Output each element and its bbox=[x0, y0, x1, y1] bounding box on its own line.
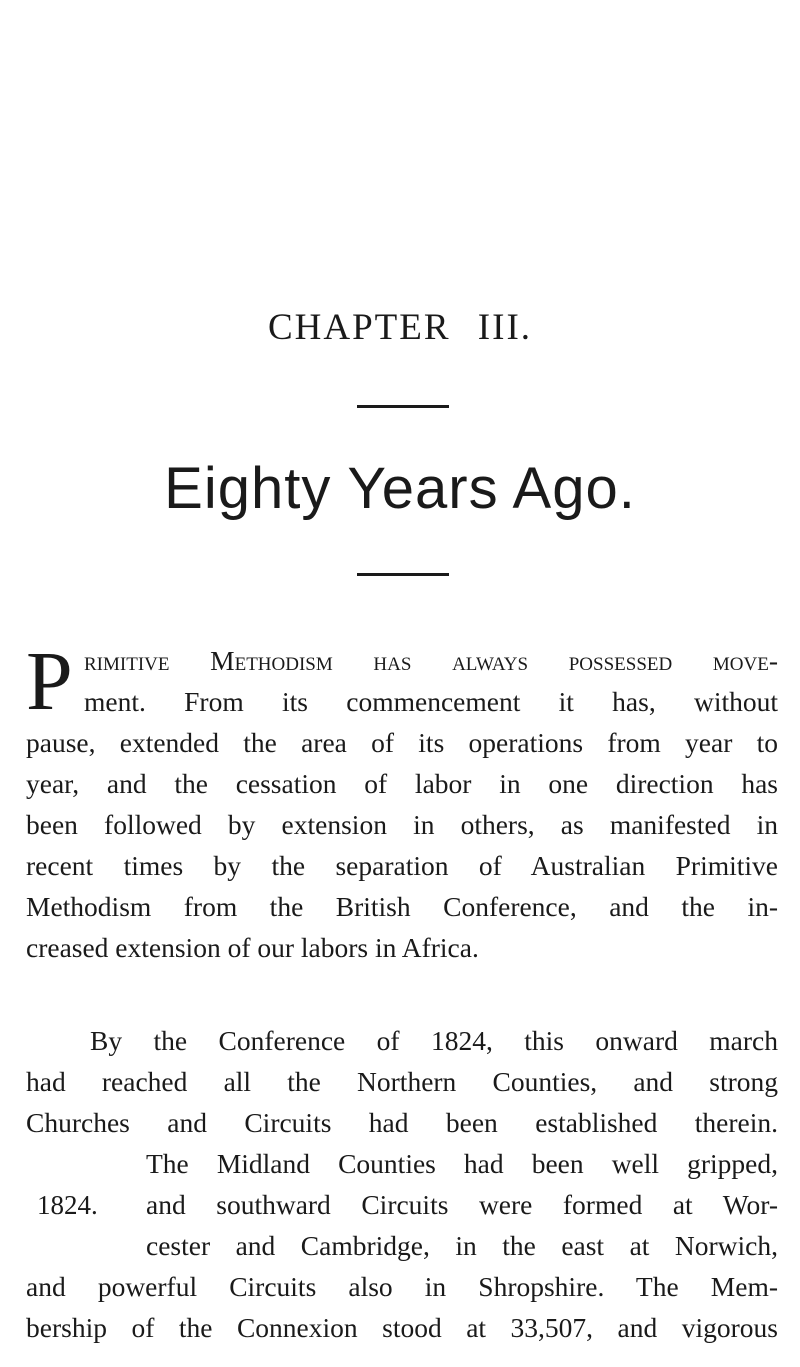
margin-year-note: 1824. bbox=[37, 1190, 98, 1220]
paragraph-2 bbox=[26, 1020, 778, 1348]
paragraph-1 bbox=[26, 635, 778, 968]
text-line: ment. From its commencement it has, without bbox=[84, 686, 778, 717]
drop-cap: P bbox=[26, 635, 73, 728]
text-line: cester and Cambridge, in the east at Norwich, bbox=[146, 1230, 778, 1261]
text-line: been followed by extension in others, as manifested in bbox=[26, 809, 778, 840]
text-line: Churches and Circuits had been established therein. bbox=[26, 1107, 778, 1138]
chapter-number: CHAPTER III. bbox=[267, 307, 533, 348]
text-line: had reached all the Northern Counties, and strong bbox=[26, 1066, 778, 1097]
text-line: and southward Circuits were formed at Wor- bbox=[146, 1189, 778, 1220]
text-line: year, and the cessation of labor in one direction has bbox=[26, 768, 778, 799]
top-rule bbox=[357, 405, 449, 408]
text-line: recent times by the separation of Australian Primitive bbox=[26, 850, 778, 881]
text-line: bership of the Connexion stood at 33,507, and vigorous bbox=[26, 1312, 778, 1343]
bottom-rule bbox=[357, 573, 449, 576]
text-line: and powerful Circuits also in Shropshire. The Mem- bbox=[26, 1271, 778, 1302]
chapter-title: Eighty Years Ago. bbox=[164, 456, 636, 521]
text-line: The Midland Counties had been well gripped, bbox=[146, 1148, 778, 1179]
text-line: Methodism from the British Conference, and the in- bbox=[26, 891, 778, 922]
text-line: pause, extended the area of its operations from year to bbox=[26, 727, 778, 758]
text-line: By the Conference of 1824, this onward march bbox=[90, 1025, 778, 1056]
text-line: rimitive Methodism has always possessed move- bbox=[84, 645, 778, 676]
text-line: creased extension of our labors in Africa. bbox=[26, 932, 479, 963]
